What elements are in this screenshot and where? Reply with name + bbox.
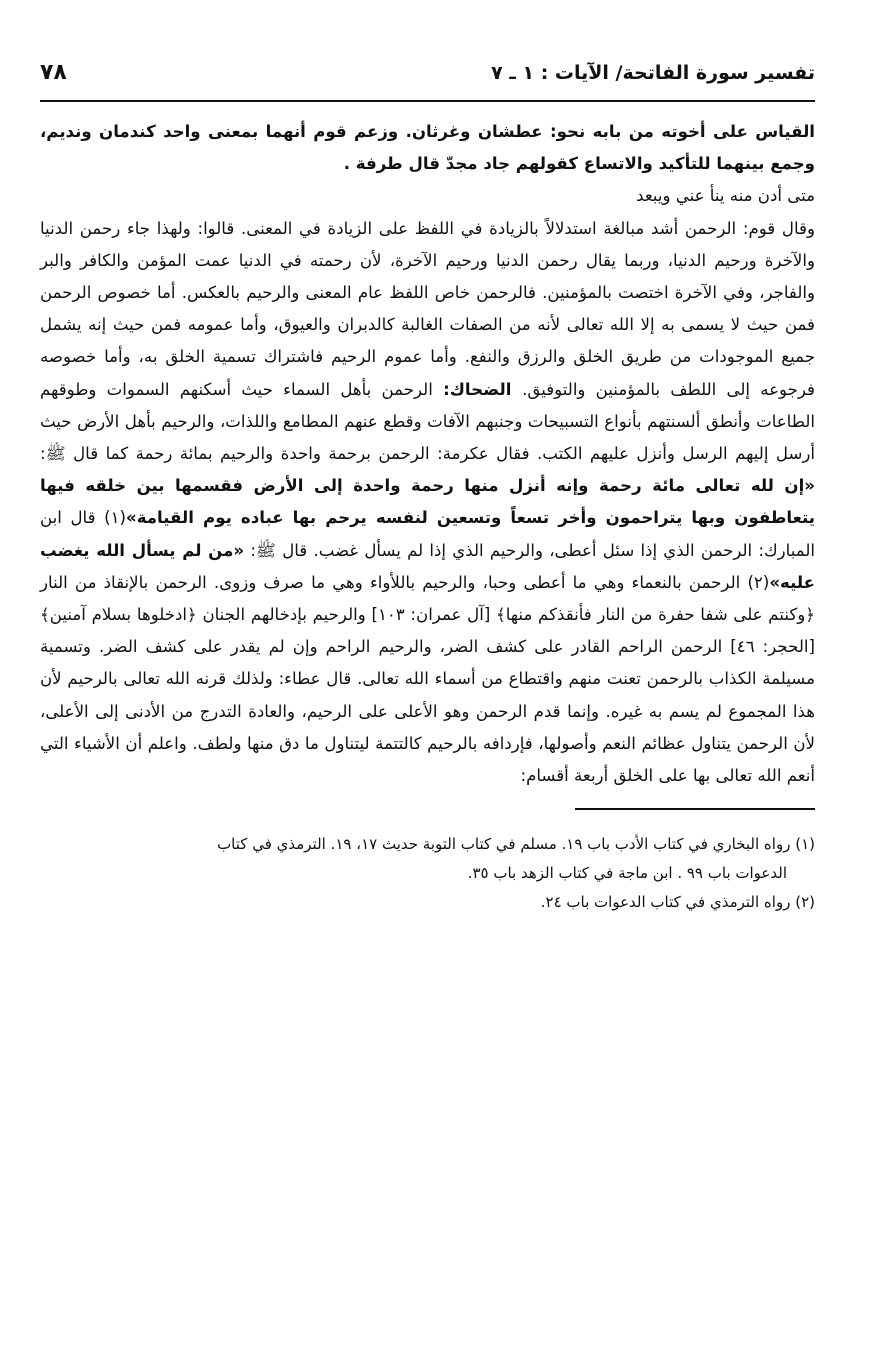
footnote-1-continued <box>40 859 815 888</box>
paragraph-2-part-d: الرحمن بالنعماء وهي ما أعطى وحبا، والرحيم باللأواء وهي ما صرف وزوى. الرحمن بالإنقاذ من النار ﴿وكنتم على شفا حفرة من النار فأنقذكم منها﴾ [آل عمران: ١٠٣] والرحيم بإدخالهم الجنان ﴿ادخلوها بسلام آمنين﴾ [الحجر: ٤٦] الرحمن الراحم القادر على كشف الضر، والرحيم الراحم وإن لم يقدر على كشف الضر. وتسمية مسيلمة الكذاب بالرحمن تعنت منهم واقتطاع من أسماء الله تعالى. قال عطاء: ولذلك قرنه الله تعالى بالرحيم لأن هذا المجموع لم يسم به غيره. وإنما قدم الرحمن وهو الأعلى على الرحيم، والعادة التدرج من الأدنى إلى الأعلى، لأن الرحمن يتناول عظائم النعم وأصولها، فإردافه بالرحيم كالتتمة ليتناول ما دق منها ولطف. واعلم أن الأشياء التي أنعم الله تعالى بها على الخلق أربعة أقسام: <box>40 572 815 786</box>
footnote-ref-2[interactable]: (٢) <box>747 572 770 592</box>
paragraph-1 <box>40 116 815 180</box>
book-page <box>40 56 815 1346</box>
footnote-ref-1[interactable]: (١) <box>104 508 126 528</box>
paragraph-2-part-b: الرحمن بأهل السماء حيث أسكنهم السموات وطوقهم الطاعات وأنطق ألسنتهم بأنواع التسبيحات وجنبهم الآفات وقطع عنهم المطامع واللذات، والرحيم بأهل الأرض حيث أرسل إليهم الرسل وأنزل عليهم الكتب. فقال عكرمة: الرحمن برحمة واحدة والرحيم بمائة رحمة كما قال ﷺ: <box>40 379 815 464</box>
footnote-2-line-1: (٢) رواه الترمذي في كتاب الدعوات باب ٢٤. <box>540 893 815 912</box>
hadith-quote-2: «من لم يسأل الله يغضب عليه» <box>40 540 815 592</box>
footnotes <box>40 818 815 917</box>
chapter-title: تفسير سورة الفاتحة/ الآيات : ١ ـ ٧ <box>491 62 815 84</box>
footnote-separator <box>575 808 815 810</box>
dahhak-label: الضحاك: <box>443 379 523 399</box>
main-text <box>40 116 815 792</box>
footnote-2 <box>40 888 815 917</box>
page-number: ٧٨ <box>40 60 67 85</box>
paragraph-2 <box>40 213 815 793</box>
paragraph-1-text: القياس على أخوته من بابه نحو: عطشان وغرثان. وزعم قوم أنهما بمعنى واحد كندمان ونديم، وجمع بينهما للتأكيد والاتساع كقولهم جاد مجدّ قال طرفة . <box>40 122 815 174</box>
footnote-1 <box>40 830 815 859</box>
running-header <box>40 56 815 102</box>
footnote-1-line-2: الدعوات باب ٩٩ . ابن ماجة في كتاب الزهد باب ٣٥. <box>467 864 787 883</box>
poetry-verse: متى أدن منه ينأ عني ويبعد <box>636 186 815 206</box>
paragraph-2-part-a: وقال قوم: الرحمن أشد مبالغة استدلالاً بالزيادة في اللفظ على الزيادة في المعنى. قالوا: ولهذا جاء رحمن الدنيا والآخرة ورحيم الدنيا، وربما يقال رحمن الدنيا ورحيم الآخرة، لأن رحمته في الدنيا عمت المؤمن والكافر والبر والفاجر، وفي الآخرة اختصت بالمؤمنين. فالرحمن خاص اللفظ عام المعنى والرحيم بالعكس. أما خصوص الرحمن فمن حيث لا يسمى به إلا الله تعالى لأنه من الصفات الغالبة كالدبران والعيوق، وأما عمومه فمن حيث إنه يشمل جميع الموجودات من طريق الخلق والرزق والنفع. وأما عموم الرحيم فاشتراك تسمية الخلق به، وأما خصوصه فرجوعه إلى اللطف بالمؤمنين والتوفيق. <box>40 218 815 399</box>
paragraph-2-part-c: قال ابن المبارك: الرحمن الذي إذا سئل أعطى، والرحيم الذي إذا لم يسأل غضب. قال ﷺ: <box>40 508 816 560</box>
hadith-quote-1: «إن لله تعالى مائة رحمة وإنه أنزل منها رحمة واحدة إلى الأرض فقسمها بين خلقه فيها يتعاطفون وبها يتراحمون وأخر تسعاً وتسعين لنفسه يرحم بها عباده يوم القيامة» <box>40 476 815 528</box>
footnote-1-line-1: (١) رواه البخاري في كتاب الأدب باب ١٩. مسلم في كتاب التوبة حديث ١٧، ١٩. الترمذي في كتاب <box>217 835 815 854</box>
